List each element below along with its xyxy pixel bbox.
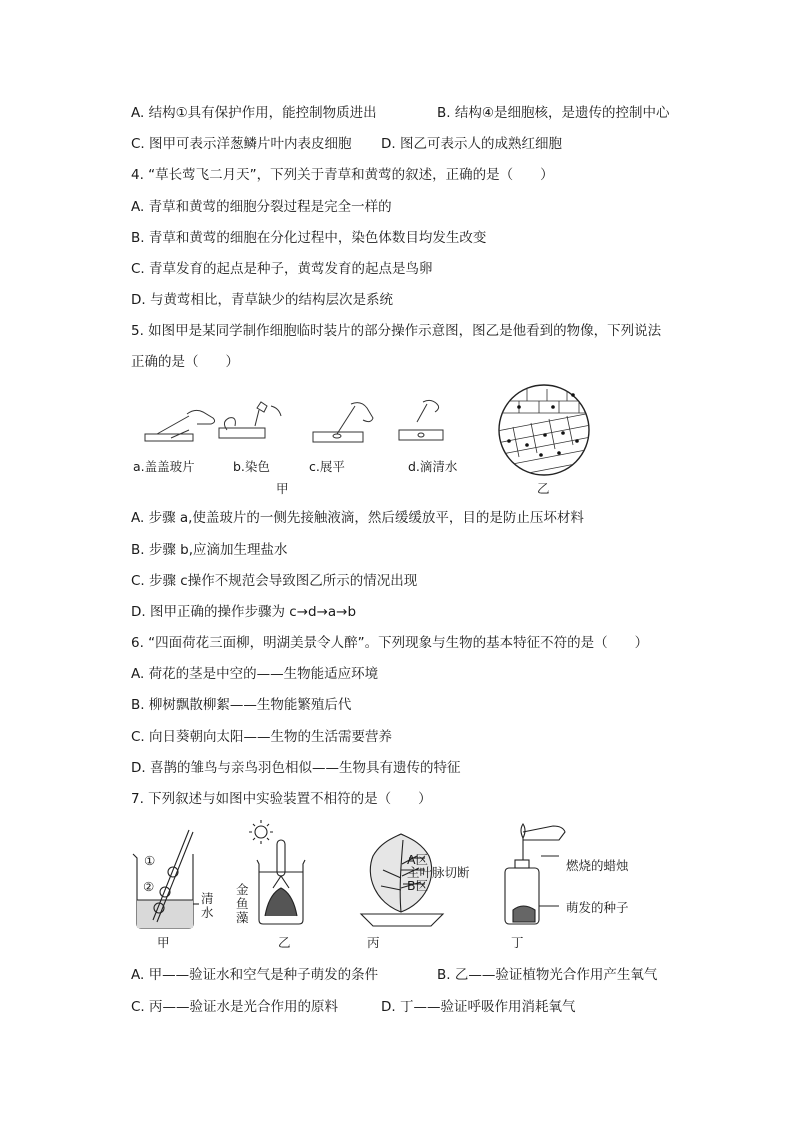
q3-option-c: C. 图甲可表示洋葱鳞片叶内表皮细胞	[131, 136, 352, 152]
leaf-region-a-label: A区	[407, 852, 429, 867]
q6-option-b: B. 柳树飘散柳絮——生物能繁殖后代	[131, 697, 352, 713]
figure-yi-label: 乙	[537, 481, 550, 496]
q5-option-a: A. 步骤 a,使盖玻片的一侧先接触液滴，然后缓缓放平，目的是防止压坏材料	[131, 510, 584, 526]
step-a-label: a.盖盖玻片	[133, 459, 195, 474]
slide-preparation-figure	[131, 398, 471, 458]
q4-option-b: B. 青草和黄莺的细胞在分化过程中，染色体数目均发生改变	[131, 230, 487, 246]
q3-option-b: B. 结构④是细胞核，是遗传的控制中心	[437, 105, 670, 121]
water-label: 清水	[201, 891, 214, 920]
figure-jia-caption: 甲	[157, 935, 170, 950]
burning-candle-label: 燃烧的蜡烛	[566, 858, 629, 873]
figure-yi-caption: 乙	[278, 935, 291, 950]
q7-stem: 7. 下列叙述与如图中实验装置不相符的是（ ）	[131, 791, 432, 807]
q5-option-c: C. 步骤 c操作不规范会导致图乙所示的情况出现	[131, 573, 418, 589]
tube-label-1: ①	[144, 853, 156, 868]
q6-option-a: A. 荷花的茎是中空的——生物能适应环境	[131, 666, 379, 682]
q4-option-d: D. 与黄莺相比，青草缺少的结构层次是系统	[131, 292, 393, 308]
main-vein-cut-label: 主叶脉切断	[407, 865, 470, 880]
step-c-label: c.展平	[309, 459, 345, 474]
q4-stem: 4. “草长莺飞二月天”，下列关于青草和黄莺的叙述，正确的是（ ）	[131, 167, 554, 183]
q7-option-a: A. 甲——验证水和空气是种子萌发的条件	[131, 967, 379, 983]
step-d-label: d.滴清水	[408, 459, 458, 474]
step-b-label: b.染色	[233, 459, 270, 474]
q7-option-d: D. 丁——验证呼吸作用消耗氧气	[381, 999, 576, 1015]
figure-ding-caption: 丁	[511, 935, 524, 950]
q5-option-b: B. 步骤 b,应滴加生理盐水	[131, 542, 288, 558]
q6-option-c: C. 向日葵朝向太阳——生物的生活需要营养	[131, 729, 393, 745]
q5-stem-line1: 5. 如图甲是某同学制作细胞临时装片的部分操作示意图，图乙是他看到的物像，下列说法	[131, 323, 662, 339]
q6-stem: 6. “四面荷花三面柳，明湖美景令人醉”。下列现象与生物的基本特征不符的是（ ）	[131, 635, 649, 651]
figure-bing-caption: 丙	[367, 935, 380, 950]
tube-label-2: ②	[143, 879, 155, 894]
q7-option-b: B. 乙——验证植物光合作用产生氧气	[437, 967, 658, 983]
q3-option-a: A. 结构①具有保护作用，能控制物质进出	[131, 105, 377, 121]
q3-option-d: D. 图乙可表示人的成熟红细胞	[381, 136, 562, 152]
leaf-region-b-label: B区	[407, 878, 429, 893]
figure-jia-label: 甲	[276, 481, 289, 496]
microscope-view-figure	[497, 383, 591, 477]
q6-option-d: D. 喜鹊的雏鸟与亲鸟羽色相似——生物具有遗传的特征	[131, 760, 461, 776]
q7-option-c: C. 丙——验证水是光合作用的原料	[131, 999, 339, 1015]
q5-option-d: D. 图甲正确的操作步骤为 c→d→a→b	[131, 604, 357, 620]
q4-option-c: C. 青草发育的起点是种子，黄莺发育的起点是鸟卵	[131, 261, 433, 277]
alga-label: 金鱼藻	[236, 882, 249, 925]
germinating-seed-label: 萌发的种子	[566, 900, 629, 915]
q4-option-a: A. 青草和黄莺的细胞分裂过程是完全一样的	[131, 199, 392, 215]
q5-stem-line2: 正确的是（ ）	[131, 354, 239, 370]
